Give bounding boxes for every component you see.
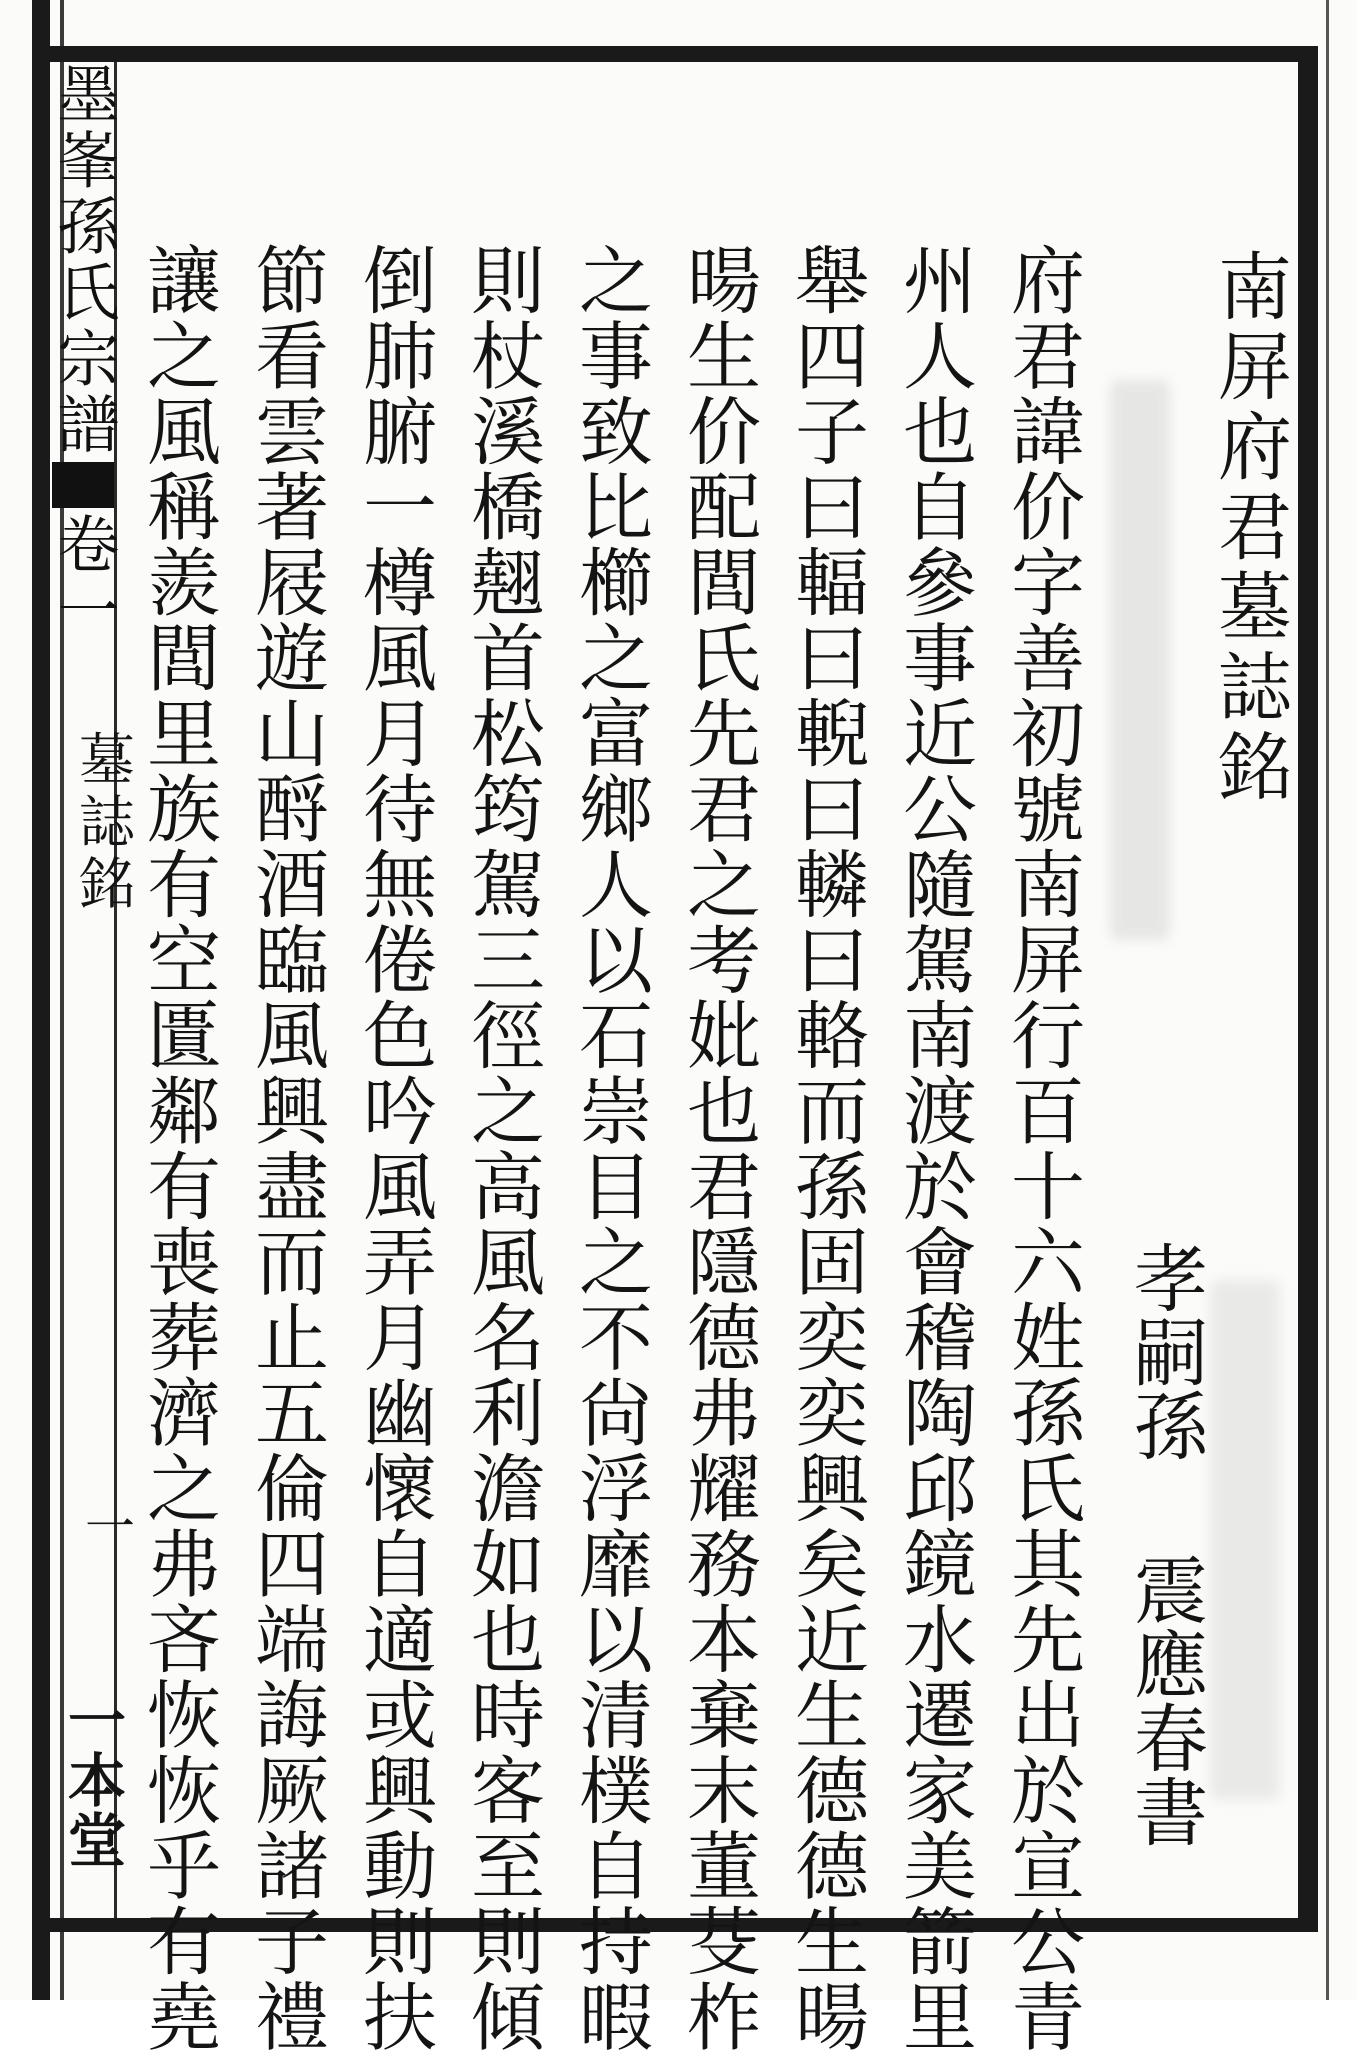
bleed-through-smudge <box>1210 1280 1280 1800</box>
author-role: 孝嗣孫 <box>1122 1240 1208 1462</box>
text-column: 讓之風稱羨閭里族有空匱鄰有喪葬濟之弗吝恢恢乎有堯 <box>135 242 221 2054</box>
spine-section: 墓誌銘 <box>70 730 135 916</box>
text-column: 府君諱价字善初號南屏行百十六姓孫氏其先出於宣公青 <box>999 242 1085 2054</box>
text-column: 州人也自參事近公隨駕南渡於會稽陶邱鏡水遷家美箭里 <box>891 242 977 2054</box>
text-column: 則杖溪橋翹首松筠駕三徑之高風名利澹如也時客至則傾 <box>459 242 545 2054</box>
text-column: 倒肺腑一樽風月待無倦色吟風弄月幽懷自適或興動則扶 <box>351 242 437 2054</box>
bleed-through-smudge <box>1110 380 1170 940</box>
text-column: 之事致比櫛之富鄉人以石崇目之不尙浮靡以清樸自持暇 <box>567 242 653 2054</box>
right-border <box>1298 46 1318 1932</box>
text-column: 節看雲著屐遊山酹酒臨風興盡而止五倫四端誨厥諸子禮 <box>243 242 329 2054</box>
spine-hall-name: 一本堂 <box>58 1690 126 1870</box>
spine-book-title <box>47 62 120 644</box>
top-border <box>50 46 1315 62</box>
spine-volume: 卷一 <box>47 512 120 644</box>
page-title: 南屏府君墓誌銘 <box>1206 248 1292 808</box>
author-name: 震應春書 <box>1122 1552 1208 1848</box>
text-column: 舉四子曰輻曰輗曰轔曰輅而孫固奕奕興矣近生德德生暘 <box>783 242 869 2054</box>
fish-tail-mark-icon <box>52 462 114 508</box>
text-column: 暘生价配閭氏先君之考妣也君隱德弗耀務本棄末董芟柞 <box>675 242 761 2054</box>
author-credit <box>1112 1240 1218 1848</box>
right-edge <box>1326 0 1329 2000</box>
spine-title-text: 墨峯孫氏宗譜 <box>47 62 120 458</box>
spine-page-number: 一 <box>77 1500 135 1550</box>
